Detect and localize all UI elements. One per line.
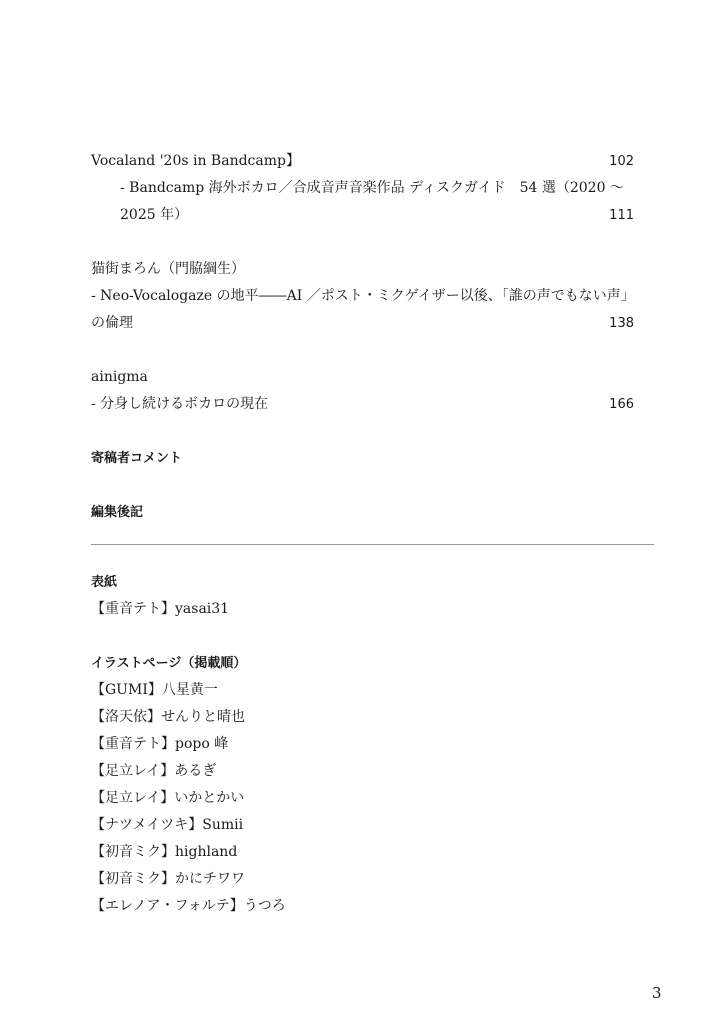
toc-entry-vocaland-sub: [91, 175, 654, 202]
credits-illust-item: 【エレノア・フォルテ】うつろ: [91, 898, 286, 914]
toc-entry-subtitle-cont: 2025 年）: [120, 207, 189, 223]
toc-entry-comments: 寄稿者コメント: [91, 451, 183, 466]
toc-entry-ainigma-sub: [91, 391, 654, 418]
credits-illust-item: 【足立レイ】あるぎ: [91, 763, 217, 779]
credits-illust-item: 【重音テト】popo 峰: [91, 736, 229, 752]
toc-entry-subtitle: - 分身し続けるボカロの現在: [91, 396, 269, 412]
credits-illust-item: 【初音ミク】highland: [91, 844, 238, 860]
toc-page-number: 102: [609, 154, 634, 169]
credits-illust-item: 【初音ミク】かにチワワ: [91, 871, 245, 887]
toc-page-number: 138: [609, 316, 634, 331]
toc-entry-afterword: 編集後記: [91, 505, 144, 520]
toc-page-number: 166: [609, 397, 634, 412]
toc-entry-nekomachi-author: [91, 256, 654, 283]
toc-entry-author: 猫街まろん（門脇綱生）: [91, 261, 245, 277]
toc-entry-subtitle: - Neo-Vocalogaze の地平――AI ／ポスト・ミクゲイザー以後、「誰の声でもない声」: [91, 288, 635, 304]
toc-entry-author: ainigma: [91, 369, 148, 385]
toc-entry-subtitle-cont: の倫理: [91, 315, 133, 331]
credits-illust-item: 【ナツメイツキ】Sumii: [91, 817, 244, 833]
credits-illust-heading: イラストページ（掲載順）: [91, 656, 247, 671]
toc-entry-subtitle: - Bandcamp 海外ボカロ／合成音声音楽作品 ディスクガイド 54 選（2020 〜: [120, 180, 624, 196]
credits-cover-item: 【重音テト】yasai31: [91, 601, 230, 617]
toc-entry-nekomachi-sub-cont: [91, 310, 654, 337]
toc-entry-vocaland-sub-cont: [91, 202, 654, 229]
credits-illust-item: 【洛天依】せんりと晴也: [91, 709, 245, 725]
toc-entry-title: Vocaland '20s in Bandcamp】: [91, 153, 300, 169]
toc-entry-nekomachi-sub: [91, 283, 654, 310]
toc-entry-ainigma-author: [91, 364, 654, 391]
toc-page: [91, 148, 654, 920]
credits-cover-heading: 表紙: [91, 575, 118, 590]
credits-illust-item: 【足立レイ】いかとかい: [91, 790, 245, 806]
page-number: 3: [652, 984, 662, 1002]
toc-page-number: 111: [609, 208, 634, 223]
section-divider: [91, 544, 654, 545]
toc-entry-vocaland-title: [91, 148, 654, 175]
credits-illust-item: 【GUMI】八星黄一: [91, 682, 218, 698]
